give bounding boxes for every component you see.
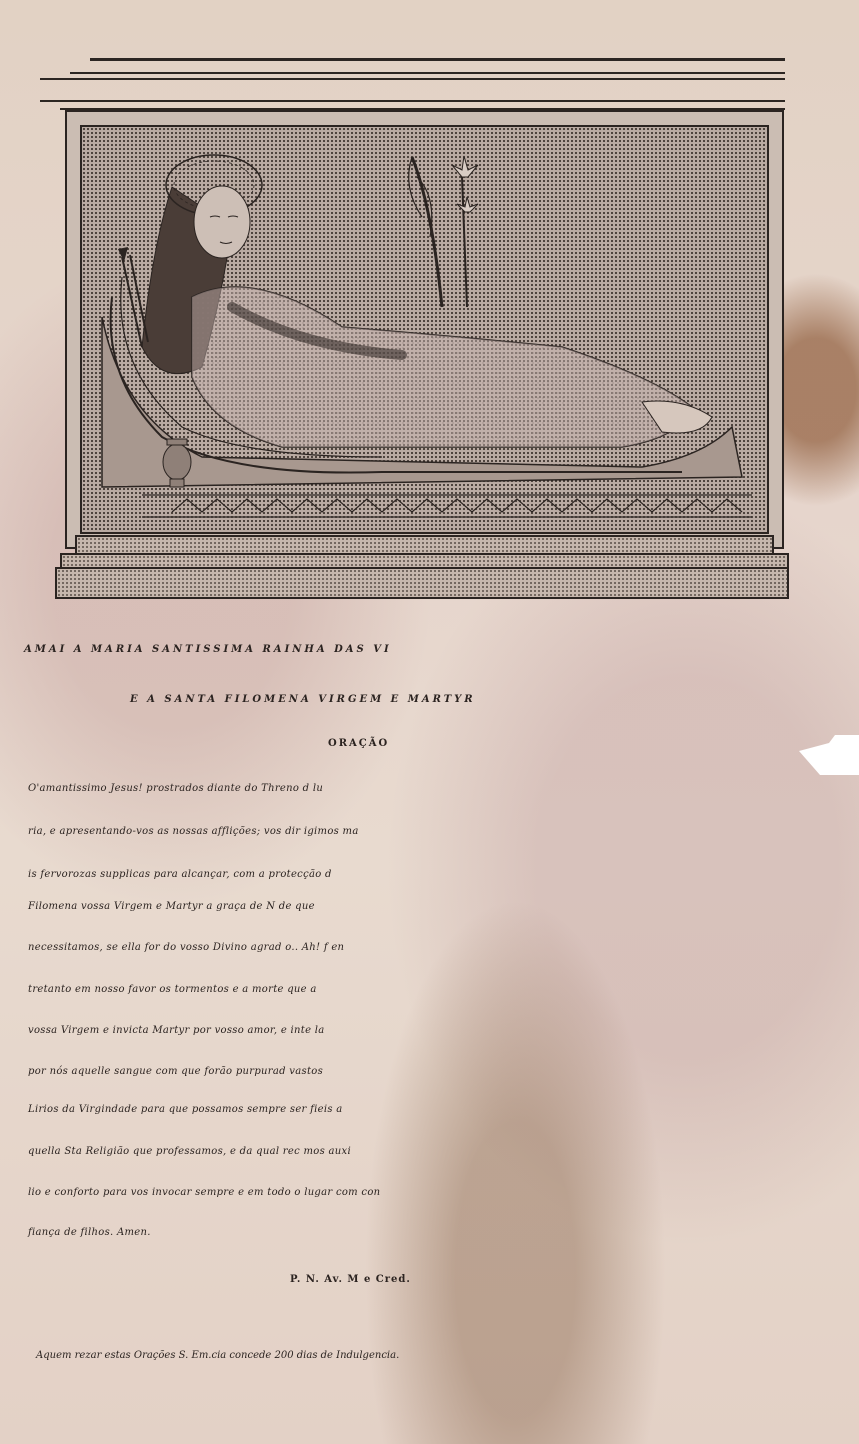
prayer-title: ORAÇÃO	[328, 738, 390, 749]
heading-line-2: E A SANTA FILOMENA VIRGEM E MARTYR	[130, 694, 476, 705]
lily	[462, 177, 467, 307]
prayer-line: tretanto em nosso favor os tormentos e a morte que a	[28, 984, 317, 995]
prayer-line: vossa Virgem e invicta Martyr por vosso amor, e inte la	[28, 1025, 325, 1036]
palm-frond	[412, 157, 442, 307]
prayer-line: lio e conforto para vos invocar sempre e em todo o lugar com con	[28, 1187, 381, 1198]
prayer-line: necessitamos, se ella for do vosso Divino agrad o.. Ah! f en	[28, 942, 345, 953]
heading-line-1: AMAI A MARIA SANTISSIMA RAINHA DAS VI	[24, 644, 392, 655]
closing-prayers: P. N. Av. M e Cred.	[290, 1274, 411, 1285]
prayer-line: por nós aquelle sangue com que forão purpurad vastos	[28, 1066, 324, 1077]
prayer-line: ria, e apresentando-vos as nossas afflições; vos dir igimos ma	[28, 826, 359, 837]
prayer-line: Filomena vossa Virgem e Martyr a graça de N de que	[28, 901, 315, 912]
prayer-line: quella Sta Religião que professamos, e da qual rec mos auxi	[28, 1146, 351, 1157]
prayer-line: O'amantissimo Jesus! prostrados diante do Threno d lu	[28, 783, 324, 794]
top-rule-1	[90, 58, 785, 61]
indulgence-note: Aquem rezar estas Orações S. Em.cia concede 200 dias de Indulgencia.	[36, 1350, 400, 1361]
prayer-line: Lirios da Virgindade para que possamos sempre ser fieis a	[28, 1104, 343, 1115]
prayer-line: is fervorozas supplicas para alcançar, com a protecção d	[28, 869, 332, 880]
top-rule-4	[40, 100, 785, 102]
saint-filomena-engraving	[82, 127, 763, 528]
plinth-bottom	[55, 567, 789, 599]
zigzag-border	[172, 499, 742, 512]
top-rule-2	[70, 72, 785, 74]
prayer-line: fiança de filhos. Amen.	[28, 1227, 151, 1238]
top-rule-3	[40, 78, 785, 80]
